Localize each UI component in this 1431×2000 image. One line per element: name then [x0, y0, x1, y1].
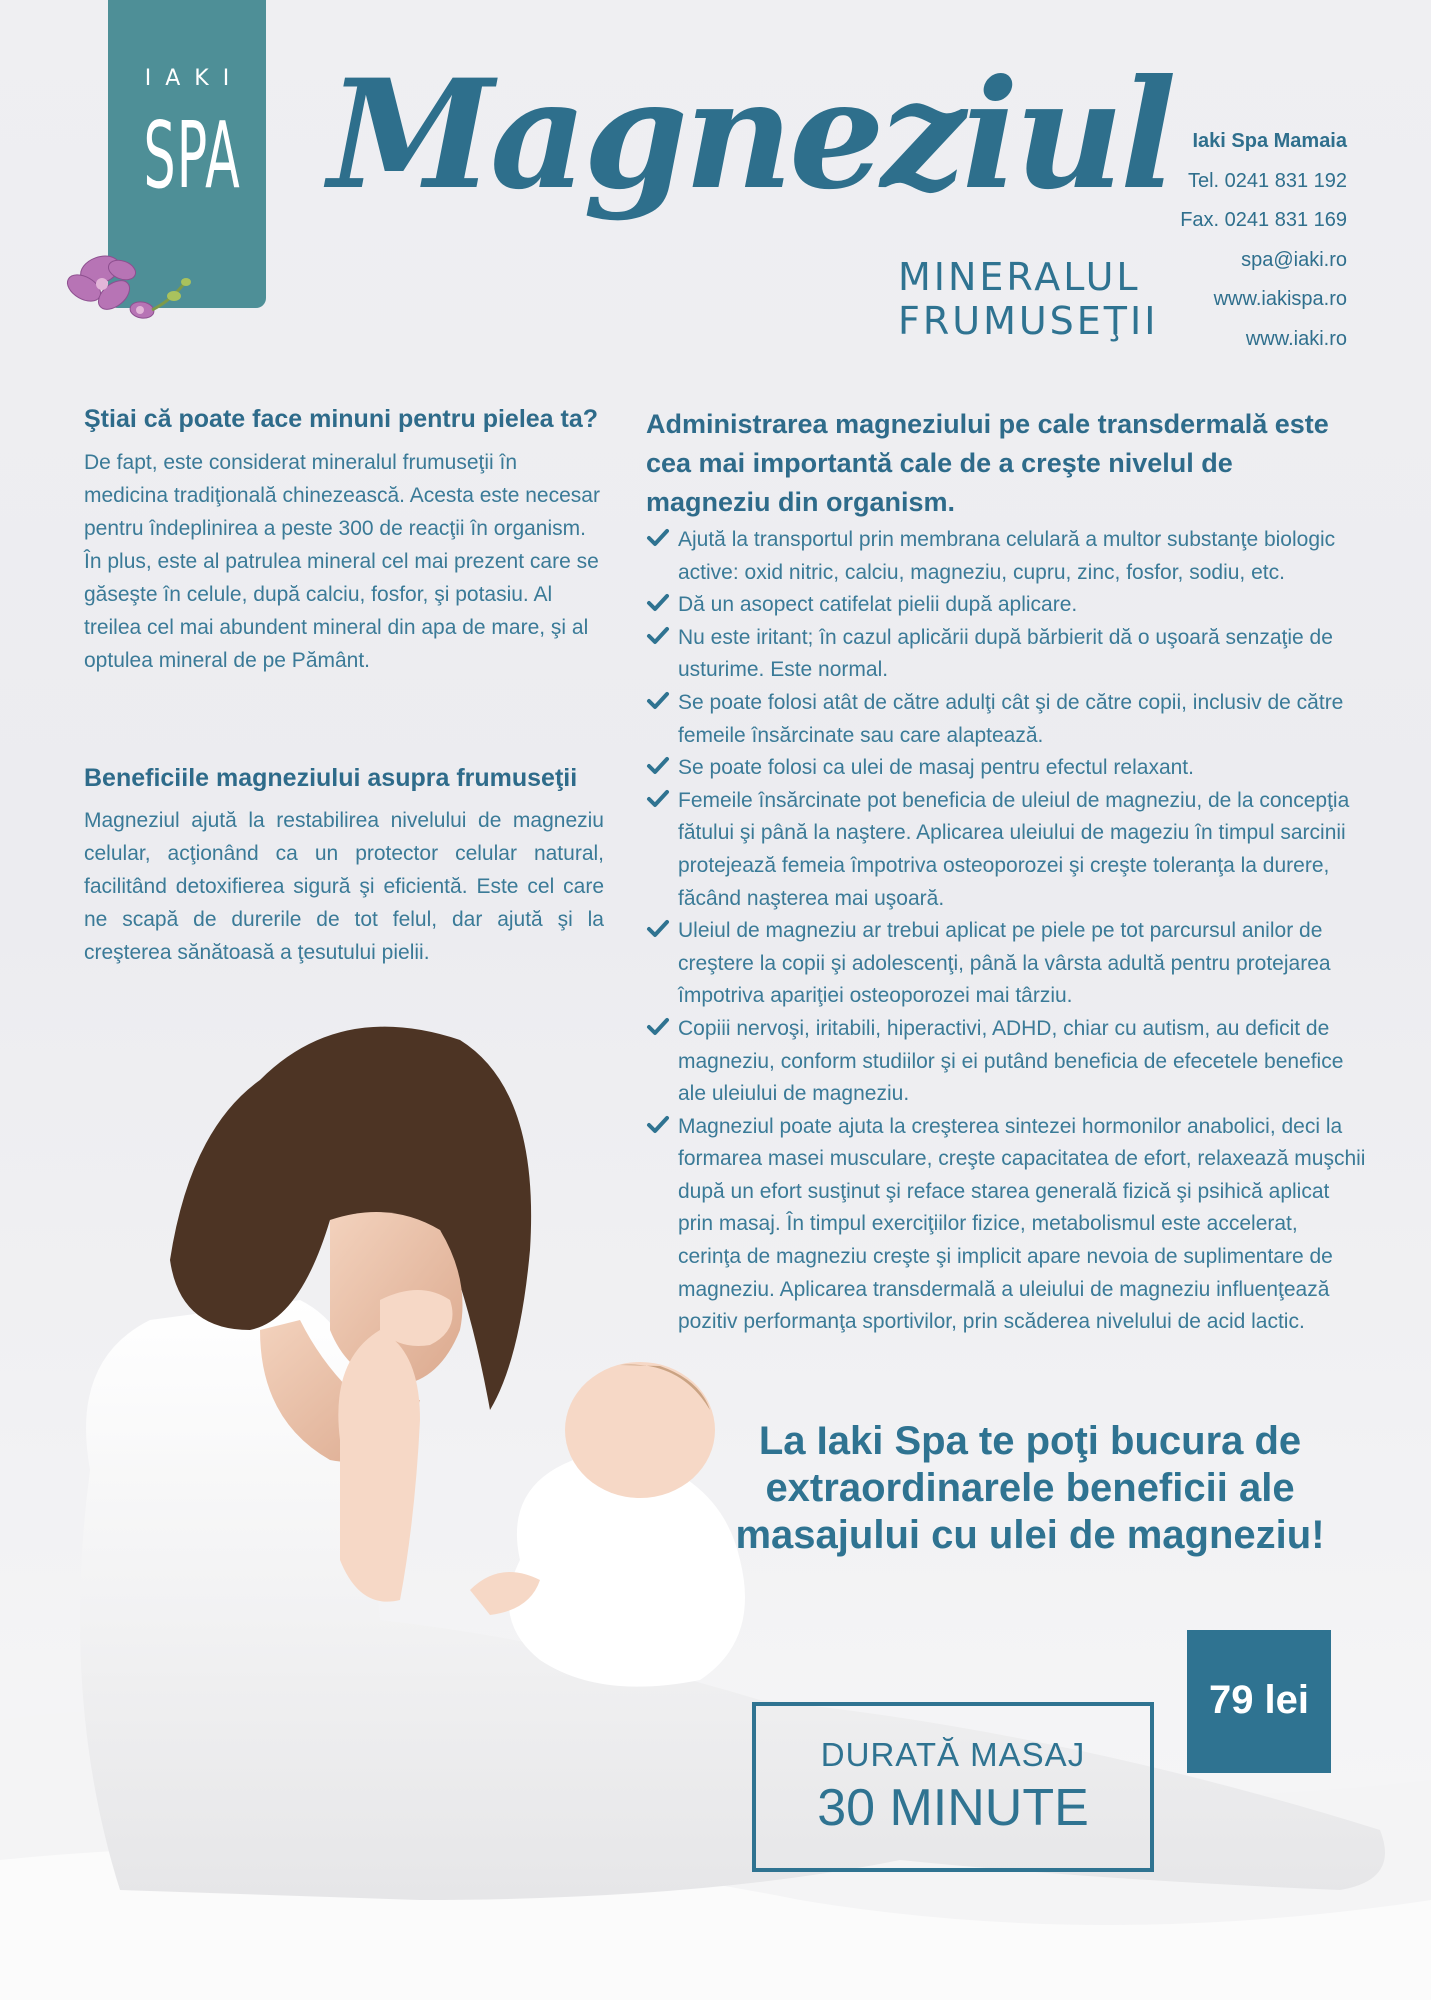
section-body: Magneziul ajută la restabilirea nivelului de magneziu celular, acţionând ca un protector celular natural, facilitând detoxifierea sigură şi eficientă. Este cel care ne scapă de durerile de tot felul, dar ajută şi la creşterea sănătoasă a ţesutului pielii. — [84, 809, 604, 964]
subtitle-line: MINERALUL — [898, 255, 1141, 299]
list-item — [646, 589, 1366, 622]
checkmark-icon — [646, 917, 670, 941]
checkmark-icon — [646, 624, 670, 648]
contact-website[interactable]: www.iaki.ro — [1245, 327, 1347, 350]
list-item-text: Se poate folosi atât de către adulţi cât şi de către copii, inclusiv de către femeile însărcinate sau care alaptează. — [678, 690, 1344, 747]
logo-top-text: IAKI — [144, 66, 244, 91]
promo-line: extraordinarele beneficii ale — [765, 1466, 1295, 1510]
contact-phone: Tel. 0241 831 192 — [1187, 169, 1347, 192]
contact-fax: Fax. 0241 831 169 — [1180, 209, 1347, 231]
section-heading: Administrarea magneziului pe cale transdermală este cea mai importantă cale de a creşte nivelul de magneziu din organism. — [646, 409, 1329, 517]
contact-name: Iaki Spa Mamaia — [1192, 130, 1347, 152]
list-item-text: Ajută la transportul prin membrana celulară a multor substanţe biologic active: oxid nitric, calciu, magneziu, cupru, zinc, fosfor, sodiu, etc. — [678, 528, 1336, 584]
list-item — [646, 687, 1366, 752]
page-title: Magneziul — [328, 47, 1173, 223]
list-item — [646, 915, 1366, 1013]
section-heading: Ştiai că poate face minuni pentru pielea ta? — [84, 405, 599, 433]
orchid-flower-icon — [62, 240, 202, 340]
price-value: 79 lei — [1208, 1678, 1310, 1722]
checkmark-icon — [646, 526, 670, 550]
duration-label: DURATĂ MASAJ — [820, 1736, 1086, 1773]
price-badge — [1187, 1630, 1331, 1773]
list-item — [646, 752, 1366, 785]
list-item-text: Copiii nervoşi, iritabili, hiperactivi, ADHD, chiar cu autism, au deficit de magneziu, conform studiilor şi ei putând beneficia de efecetele benefice ale uleiului de magneziu. — [678, 1016, 1344, 1106]
list-item-text: Uleiul de magneziu ar trebui aplicat pe piele pe tot parcursul anilor de creştere la copii şi adolescenţi, până la vârsta adultă pentru protejarea împotriva apariţiei osteoporozei mai târziu. — [678, 919, 1331, 1008]
checkmark-icon — [646, 787, 670, 811]
page-subtitle — [898, 255, 1159, 343]
list-item-text: Nu este iritant; în cazul aplicării după bărbierit dă o uşoară senzaţie de usturime. Este normal. — [678, 625, 1333, 682]
promo-message — [720, 1418, 1340, 1559]
promo-line: La Iaki Spa te poţi bucura de — [758, 1419, 1302, 1463]
duration-value: 30 MINUTE — [817, 1779, 1089, 1837]
checkmark-icon — [646, 689, 670, 713]
contact-block — [1180, 122, 1347, 359]
contact-email[interactable]: spa@iaki.ro — [1241, 248, 1347, 271]
section-body: De fapt, este considerat mineralul frumuseţii în medicina tradiţională chinezească. Acesta este necesar pentru îndeplinirea a peste 300 de reacţii în organism. În plus, este al patrulea mineral cel mai prezent care se găseşte în celule, după calciu, fosfor, şi potasiu. Al treilea cel mai abundent mineral din apa de mare, şi al optulea mineral de pe Pământ. — [84, 451, 600, 672]
checkmark-icon — [646, 591, 670, 615]
duration-box — [752, 1702, 1154, 1872]
checkmark-icon — [646, 754, 670, 778]
list-item-text: Magneziul poate ajuta la creşterea sintezei hormonilor anabolici, deci la formarea masei musculare, creşte capacitatea de efort, relaxează muşchii după un efort susţinut şi reface starea generală fizică şi psihică aplicat prin masaj. În timpul exerciţiilor fizice, metabolismul este accelerat, cerinţa de magneziu creşte şi implicit apare nevoia de suplimentare de magneziu. Aplicarea transdermală a uleiului de magneziu influenţează pozitiv performanţa sportivilor, prin scăderea nivelului de acid lactic. — [678, 1114, 1366, 1334]
section-heading: Beneficiile magneziului asupra frumuseţii — [84, 764, 578, 792]
logo-main-text: SPA — [143, 102, 241, 209]
list-item — [646, 524, 1366, 589]
list-item — [646, 622, 1366, 687]
list-item — [646, 785, 1366, 915]
list-item-text: Dă un asopect catifelat pielii după aplicare. — [678, 593, 1078, 617]
list-item-text: Femeile însărcinate pot beneficia de uleiul de magneziu, de la concepţia fătului şi până la naştere. Aplicarea uleiului de mageziu în timpul sarcinii protejează femeia împotriva osteoporozei şi creşte toleranţa la durere, făcând naşterea mai uşoară. — [678, 788, 1350, 910]
subtitle-line: FRUMUSEŢII — [898, 299, 1159, 343]
contact-website[interactable]: www.iakispa.ro — [1213, 288, 1347, 310]
list-item-text: Se poate folosi ca ulei de masaj pentru efectul relaxant. — [678, 756, 1194, 780]
promo-line: masajului cu ulei de magneziu! — [735, 1513, 1325, 1557]
